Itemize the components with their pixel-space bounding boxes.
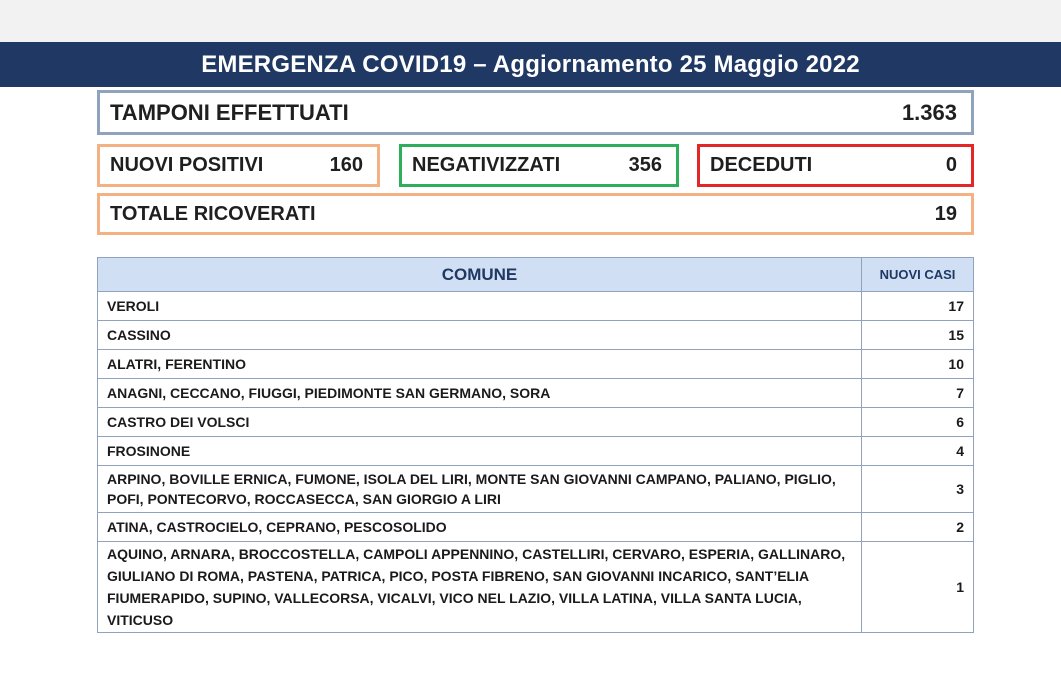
- page-title-banner: [0, 42, 1061, 87]
- column-header-nuovi-casi: NUOVI CASI: [862, 258, 974, 292]
- tamponi-box: [97, 90, 974, 135]
- table-row: [98, 379, 974, 408]
- comune-cell: FROSINONE: [98, 437, 862, 466]
- negativizzati-label: NEGATIVIZZATI: [412, 154, 561, 176]
- casi-cell: 7: [862, 379, 974, 408]
- comune-cell: AQUINO, ARNARA, BROCCOSTELLA, CAMPOLI APPENNINO, CASTELLIRI, CERVARO, ESPERIA, GALLINARO, GIULIANO DI ROMA, PASTENA, PATRICA, PICO, POSTA FIBRENO, SAN GIOVANNI INCARICO, SANT’ELIA FIUMERAPIDO, SUPINO, VALLECORSA, VICALVI, VICO NEL LAZIO, VILLA LATINA, VILLA SANTA LUCIA, VITICUSO: [98, 542, 862, 633]
- top-margin-band: [0, 0, 1061, 42]
- comune-cell: CASSINO: [98, 321, 862, 350]
- comune-cell: ATINA, CASTROCIELO, CEPRANO, PESCOSOLIDO: [98, 513, 862, 542]
- totale-ricoverati-label: TOTALE RICOVERATI: [110, 202, 316, 225]
- table-row: [98, 542, 974, 633]
- tamponi-label: TAMPONI EFFETTUATI: [110, 99, 349, 125]
- nuovi-positivi-value: 160: [329, 154, 363, 176]
- table-row: [98, 408, 974, 437]
- casi-cell: 3: [862, 466, 974, 513]
- casi-cell: 2: [862, 513, 974, 542]
- table-row: [98, 437, 974, 466]
- comune-cell: ALATRI, FERENTINO: [98, 350, 862, 379]
- table-header-row: [98, 258, 974, 292]
- comune-cell: CASTRO DEI VOLSCI: [98, 408, 862, 437]
- nuovi-positivi-label: NUOVI POSITIVI: [110, 154, 264, 176]
- negativizzati-value: 356: [628, 154, 662, 176]
- table-row: [98, 513, 974, 542]
- totale-ricoverati-value: 19: [934, 202, 957, 225]
- casi-cell: 17: [862, 292, 974, 321]
- column-header-comune: COMUNE: [98, 258, 862, 292]
- table-row: [98, 292, 974, 321]
- negativizzati-box: [399, 144, 679, 187]
- comune-cell: ANAGNI, CECCANO, FIUGGI, PIEDIMONTE SAN GERMANO, SORA: [98, 379, 862, 408]
- tamponi-value: 1.363: [901, 99, 957, 125]
- comuni-table: [97, 257, 974, 633]
- casi-cell: 6: [862, 408, 974, 437]
- casi-cell: 1: [862, 542, 974, 633]
- comune-cell: VEROLI: [98, 292, 862, 321]
- deceduti-box: [697, 144, 974, 187]
- casi-cell: 15: [862, 321, 974, 350]
- casi-cell: 10: [862, 350, 974, 379]
- deceduti-value: 0: [945, 154, 957, 176]
- comune-cell: ARPINO, BOVILLE ERNICA, FUMONE, ISOLA DEL LIRI, MONTE SAN GIOVANNI CAMPANO, PALIANO, PIGLIO, POFI, PONTECORVO, ROCCASECCA, SAN GIORGIO A LIRI: [98, 466, 862, 513]
- totale-ricoverati-box: [97, 193, 974, 235]
- page-title: EMERGENZA COVID19 – Aggiornamento 25 Maggio 2022: [201, 50, 860, 78]
- table-row: [98, 466, 974, 513]
- nuovi-positivi-box: [97, 144, 380, 187]
- table-row: [98, 350, 974, 379]
- deceduti-label: DECEDUTI: [710, 154, 813, 176]
- table-row: [98, 321, 974, 350]
- casi-cell: 4: [862, 437, 974, 466]
